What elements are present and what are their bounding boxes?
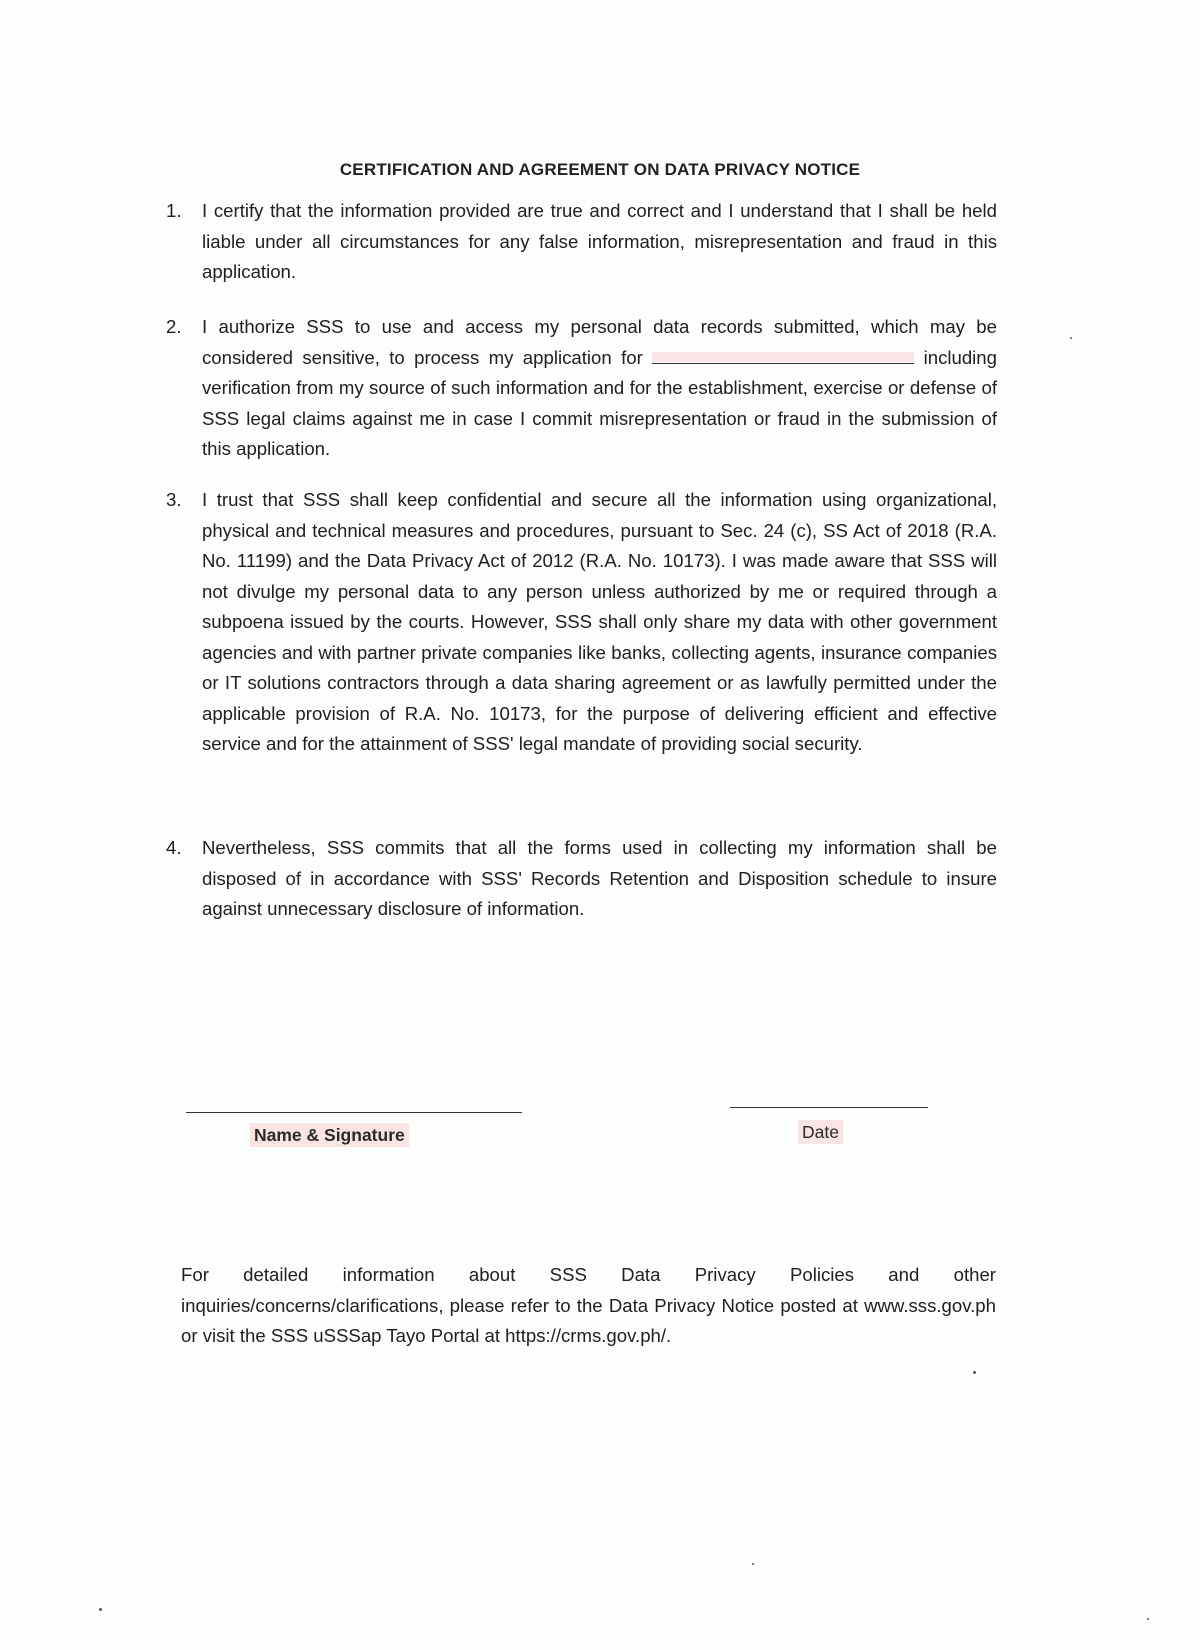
list-item xyxy=(166,312,996,465)
item-text: I certify that the information provided are true and correct and I understand that I shall be held liable under all circumstances for any false information, misrepresentation and fraud in this application. xyxy=(202,200,997,282)
scan-speck xyxy=(99,1608,102,1611)
item-text: I trust that SSS shall keep confidential and secure all the information using organizational, physical and technical measures and procedures, pursuant to Sec. 24 (c), SS Act of 2018 (R.A. No. 11199) and the Data Privacy Act of 2012 (R.A. No. 10173). I was made aware that SSS will not divulge my personal data to any person unless authorized by me or required through a subpoena issued by the courts. However, SSS shall only share my data with other government agencies and with partner private companies like banks, collecting agents, insurance companies or IT solutions contractors through a data sharing agreement or as lawfully permitted under the applicable provision of R.A. No. 10173, for the purpose of delivering efficient and effective service and for the attainment of SSS' legal mandate of providing social security. xyxy=(202,489,997,754)
scan-speck xyxy=(1147,1618,1149,1620)
item-text: Nevertheless, SSS commits that all the forms used in collecting my information shall be disposed of in accordance with SSS' Records Retention and Disposition schedule to insure against unnecessary disclosure of information. xyxy=(202,837,997,919)
name-signature-line[interactable] xyxy=(186,1112,522,1113)
item-text-after-blank: including verification from my source of such information and for the establishment, exercise or defense of SSS legal claims against me in case I commit misrepresentation or fraud in the submission of this application. xyxy=(202,346,997,459)
application-type-blank[interactable] xyxy=(652,345,914,364)
item-number: 4. xyxy=(166,837,182,858)
item-text-before-blank: I authorize SSS to use and access my personal data records submitted, which may be considered sensitive, to process my application for xyxy=(202,316,997,368)
list-item xyxy=(166,196,996,288)
footer-note: For detailed information about SSS Data Privacy Policies and other inquiries/concerns/clarifications, please refer to the Data Privacy Notice posted at www.sss.gov.ph or visit the SSS uSSSap Tayo Portal at https://crms.gov.ph/. xyxy=(181,1264,996,1346)
document-title: CERTIFICATION AND AGREEMENT ON DATA PRIVACY NOTICE xyxy=(339,160,861,179)
item-number: 2. xyxy=(166,316,182,337)
item-text xyxy=(202,312,997,465)
list-item xyxy=(166,833,996,925)
item-number: 3. xyxy=(166,489,182,510)
scan-speck xyxy=(752,1563,754,1565)
item-number: 1. xyxy=(166,200,182,221)
scan-speck xyxy=(1070,337,1072,339)
date-line[interactable] xyxy=(730,1107,928,1108)
list-item xyxy=(166,485,996,760)
date-label: Date xyxy=(798,1122,843,1143)
scan-speck xyxy=(973,1371,976,1374)
name-signature-label: Name & Signature xyxy=(250,1125,409,1146)
